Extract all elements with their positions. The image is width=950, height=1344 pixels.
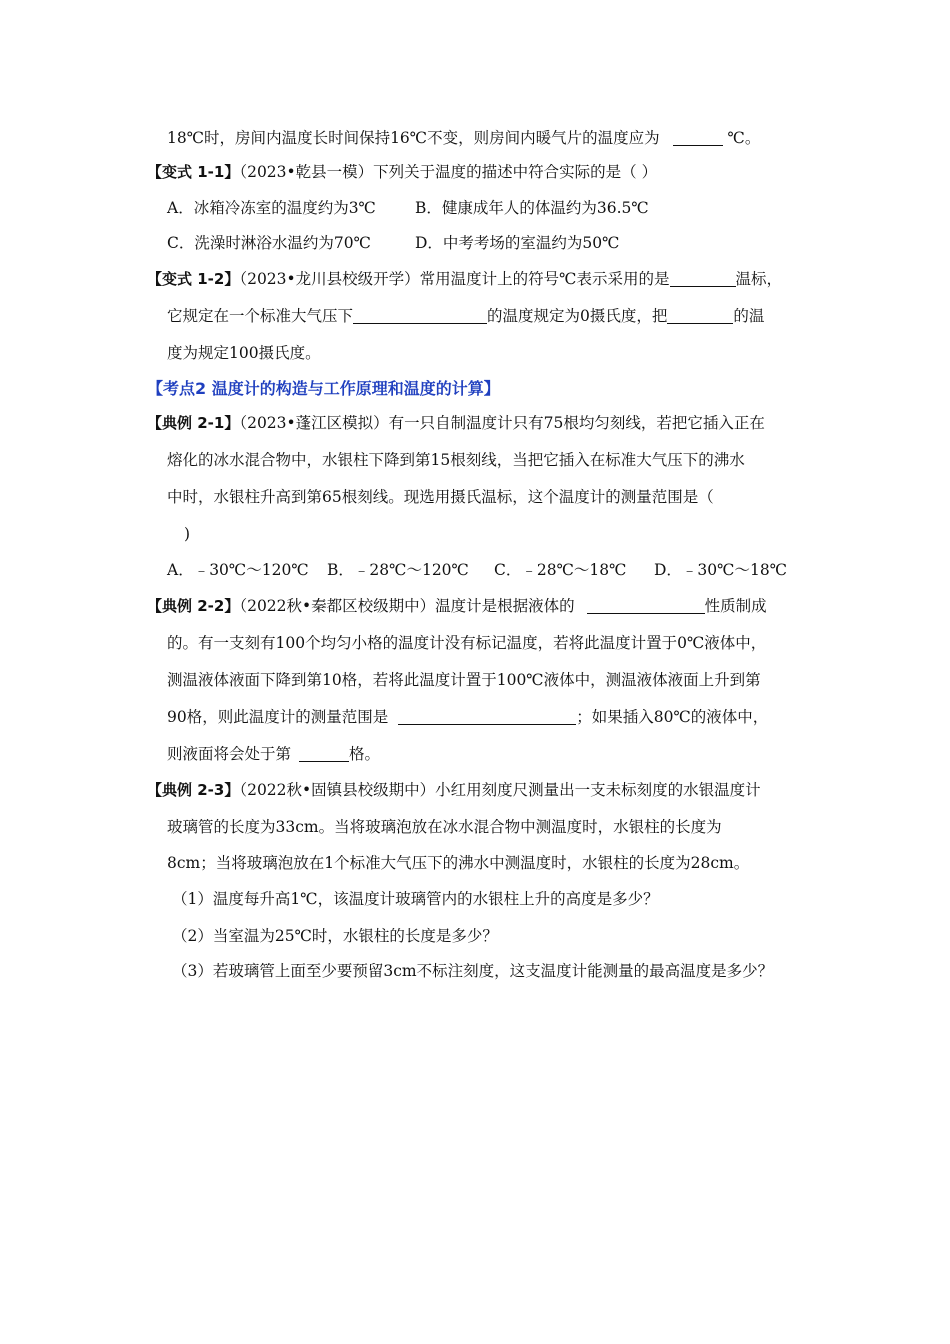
example-2-3-question-3: （3）若玻璃管上面至少要预留3cm不标注刻度，这支温度计能测量的最高温度是多少？: [172, 962, 774, 980]
variant-1-1-stem: [147, 161, 657, 183]
example-2-1-line-3: 中时，水银柱升高到第65根刻线。现选用摄氏温标，这个温度计的测量范围是（: [167, 488, 714, 506]
example-2-1-option-c[interactable]: C．﹣28℃～18℃: [494, 561, 627, 579]
answer-blank[interactable]: [299, 745, 349, 762]
answer-blank[interactable]: [398, 708, 576, 725]
variant-1-2-text-1: （2023•龙川县校级开学）常用温度计上的符号℃表示采用的是: [239, 270, 670, 288]
example-2-2-tag: 【典例 2-2】: [147, 597, 240, 615]
example-2-2-text-2: 性质制成: [704, 597, 767, 615]
variant-1-2-text-2: 温标，: [735, 270, 783, 288]
answer-blank[interactable]: [673, 129, 723, 146]
example-2-1-line-1: [147, 412, 765, 434]
variant-1-2-line-2: [167, 305, 764, 327]
section-heading-2: 【考点2 温度计的构造与工作原理和温度的计算】: [147, 379, 500, 398]
example-2-2-text-4a: 90格，则此温度计的测量范围是: [167, 708, 389, 726]
variant-1-2-tag: 【变式 1-2】: [147, 270, 240, 288]
variant-1-2-line-1: [147, 268, 782, 290]
prev-question-line: [167, 127, 760, 149]
example-2-2-line-5: [167, 743, 380, 765]
variant-1-2-text-4: 的温度规定为0摄氏度，把: [487, 307, 668, 325]
answer-blank[interactable]: [670, 270, 736, 287]
answer-blank[interactable]: [667, 307, 733, 324]
variant-1-1-option-d[interactable]: D．中考考场的室温约为50℃: [415, 234, 620, 252]
example-2-3-question-2: （2）当室温为25℃时，水银柱的长度是多少？: [172, 927, 498, 945]
unit-text: ℃。: [727, 129, 761, 147]
answer-blank[interactable]: [587, 597, 705, 614]
example-2-2-line-4: [167, 706, 768, 728]
prev-question-text: 18℃时，房间内温度长时间保持16℃不变，则房间内暖气片的温度应为: [167, 129, 660, 147]
variant-1-1-option-c[interactable]: C．洗澡时淋浴水温约为70℃: [167, 234, 371, 252]
example-2-1-option-b[interactable]: B．﹣28℃～120℃: [327, 561, 469, 579]
variant-1-1-tag: 【变式 1-1】: [147, 163, 240, 181]
variant-1-2-text-3: 它规定在一个标准大气压下: [167, 307, 354, 325]
example-2-3-question-1: （1）温度每升高1℃，该温度计玻璃管内的水银柱上升的高度是多少？: [172, 890, 659, 908]
example-2-2-line-3: 测温液体液面下降到第10格，若将此温度计置于100℃液体中，测温液体液面上升到第: [167, 671, 761, 689]
example-2-1-line-4: ): [184, 525, 191, 543]
variant-1-1-option-a[interactable]: A．冰箱冷冻室的温度约为3℃: [167, 199, 376, 217]
example-2-3-line-1: [147, 779, 761, 801]
example-2-1-option-a[interactable]: A．﹣30℃～120℃: [167, 561, 309, 579]
example-2-1-option-d[interactable]: D．﹣30℃～18℃: [654, 561, 788, 579]
example-2-3-line-3: 8cm；当将玻璃泡放在1个标准大气压下的沸水中测温度时，水银柱的长度为28cm。: [167, 854, 750, 872]
example-2-2-text-4b: ；如果插入80℃的液体中，: [576, 708, 769, 726]
variant-1-1-text: （2023•乾县一模）下列关于温度的描述中符合实际的是（ ）: [239, 163, 658, 181]
answer-blank[interactable]: [353, 307, 487, 324]
example-2-1-text-1: （2023•蓬江区模拟）有一只自制温度计只有75根均匀刻线，若把它插入正在: [239, 414, 765, 432]
example-2-3-tag: 【典例 2-3】: [147, 781, 240, 799]
variant-1-1-option-b[interactable]: B．健康成年人的体温约为36.5℃: [415, 199, 649, 217]
variant-1-2-text-5: 的温: [733, 307, 765, 325]
example-2-2-line-1: [147, 595, 767, 617]
example-2-2-text-5a: 则液面将会处于第: [167, 745, 292, 763]
example-2-2-text-1: （2022秋•秦都区校级期中）温度计是根据液体的: [239, 597, 575, 615]
example-2-2-line-2: 的。有一支刻有100个均匀小格的温度计没有标记温度，若将此温度计置于0℃液体中，: [167, 634, 767, 652]
variant-1-2-line-3: 度为规定100摄氏度。: [167, 344, 321, 362]
example-2-1-tag: 【典例 2-1】: [147, 414, 240, 432]
example-2-3-line-2: 玻璃管的长度为33cm。当将玻璃泡放在冰水混合物中测温度时，水银柱的长度为: [167, 818, 722, 836]
example-2-3-text-1: （2022秋•固镇县校级期中）小红用刻度尺测量出一支未标刻度的水银温度计: [239, 781, 761, 799]
example-2-1-line-2: 熔化的冰水混合物中，水银柱下降到第15根刻线，当把它插入在标准大气压下的沸水: [167, 451, 745, 469]
example-2-2-text-5b: 格。: [349, 745, 381, 763]
